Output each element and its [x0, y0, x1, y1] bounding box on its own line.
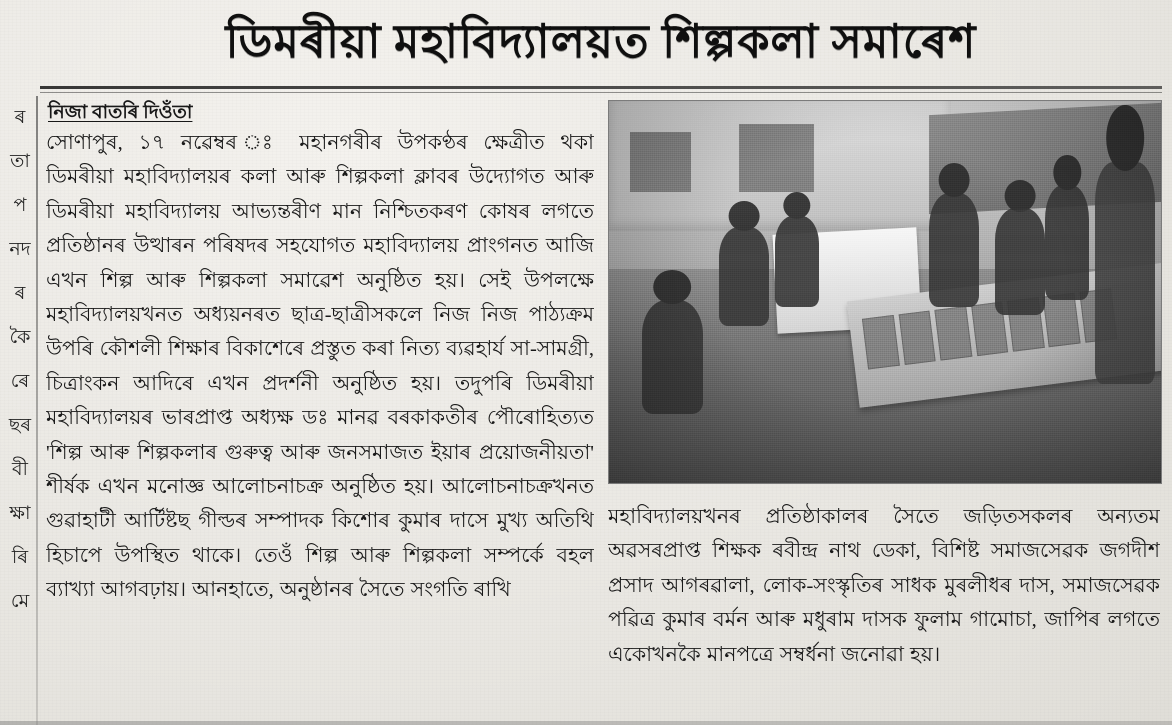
- page-title: ডিমৰীয়া মহাবিদ্যালয়ত শিল্পকলা সমাৰেশ: [225, 16, 977, 67]
- scrap-line: ৰি: [11, 547, 29, 568]
- headline-rule-thin: [40, 92, 1162, 93]
- article-column-left: [46, 126, 594, 720]
- article-body-left: সোণাপুৰ, ১৭ নৱেম্বৰ ঃ মহানগৰীৰ উপকণ্ঠৰ ক্ষেত্ৰীত থকা ডিমৰীয়া মহাবিদ্যালয়ৰ কলা আৰু শিল্পকলা ক্লাবৰ উদ্যোগত আৰু ডিমৰীয়া মহাবিদ্যালয় আভ্যন্তৰীণ মান নিশ্চিতকৰণ কোষৰ লগতে প্ৰতিষ্ঠানৰ উত্থাৰন পৰিষদৰ সহযোগত মহাবিদ্যালয় প্ৰাংগনত আজি এখন শিল্প আৰু শিল্পকলা সমাৱেশ অনুষ্ঠিত হয়। সেই উপলক্ষে মহাবিদ্যালয়খনত অধ্যয়নৰত ছাত্ৰ-ছাত্ৰীসকলে নিজ নিজ পাঠ্যক্ৰম উপৰি কৌশলী শিক্ষাৰ বিকাশেৰে প্ৰস্তুত কৰা নিত্য ব্যৱহাৰ্য সা-সামগ্ৰী, চিত্ৰাংকন আদিৰে এখন প্ৰদৰ্শনী অনুষ্ঠিত হয়। তদুপৰি ডিমৰীয়া মহাবিদ্যালয়ৰ ভাৰপ্ৰাপ্ত অধ্যক্ষ ডঃ মানৱ বৰকাকতীৰ পৌৰোহিত্যত 'শিল্প আৰু শিল্পকলাৰ গুৰুত্ব আৰু জনসমাজত ইয়াৰ প্ৰয়োজনীয়তা' শীৰ্ষক এখন মনোজ্ঞ আলোচনাচক্ৰ অনুষ্ঠিত হয়। আলোচনাচক্ৰখনত গুৱাহাটী আৰ্টিষ্টছ গীল্ডৰ সম্পাদক কিশোৰ কুমাৰ দাসে মুখ্য অতিথি হিচাপে উপস্থিত থাকে। তেওঁ শিল্প আৰু শিল্পকলা সম্পৰ্কে বহল ব্যাখ্যা আগবঢ়ায়। আনহাতে, অনুষ্ঠানৰ সৈতে সংগতি ৰাখি: [46, 132, 594, 602]
- scrap-line: তা: [10, 151, 30, 172]
- headline-rule: [40, 86, 1162, 89]
- scrap-line: প: [13, 195, 27, 216]
- headline-band: [42, 4, 1160, 88]
- scrap-line: ক্ষা: [9, 503, 31, 524]
- scrap-line: বী: [11, 459, 28, 480]
- adjacent-article-scrap: [0, 96, 40, 725]
- scrap-line: ৰ: [14, 107, 26, 128]
- article-photo: [608, 100, 1162, 484]
- scrap-line: ৰে: [10, 371, 30, 392]
- scrap-line: মে: [10, 591, 30, 612]
- scrap-line: ৰ: [14, 283, 26, 304]
- column-divider-rule: [36, 96, 38, 725]
- article-body-right: মহাবিদ্যালয়খনৰ প্ৰতিষ্ঠাকালৰ সৈতে জড়িতসকলৰ অন্যতম অৱসৰপ্ৰাপ্ত শিক্ষক ৰবীন্দ্ৰ নাথ ডেকা, বিশিষ্ট সমাজসেৱক জগদীশ প্ৰসাদ আগৰৱালা, লোক-সংস্কৃতিৰ সাধক মুৰলীধৰ দাস, সমাজসেৱক পৱিত্ৰ কুমাৰ বৰ্মন আৰু মধুৰাম দাসক ফুলাম গামোচা, জাপিৰ লগতে একোখনকৈ মানপত্ৰে সম্বৰ্ধনা জনোৱা হয়।: [608, 506, 1160, 666]
- byline: নিজা বাতৰি দিওঁতা: [48, 102, 193, 123]
- scrap-line: কৈ: [9, 327, 31, 348]
- photo-vignette: [609, 101, 1161, 483]
- scrap-line: ছৰ: [8, 415, 32, 436]
- article-column-right: [608, 500, 1160, 722]
- page-bottom-rule: [0, 721, 1172, 725]
- scrap-line: নদ: [9, 239, 31, 260]
